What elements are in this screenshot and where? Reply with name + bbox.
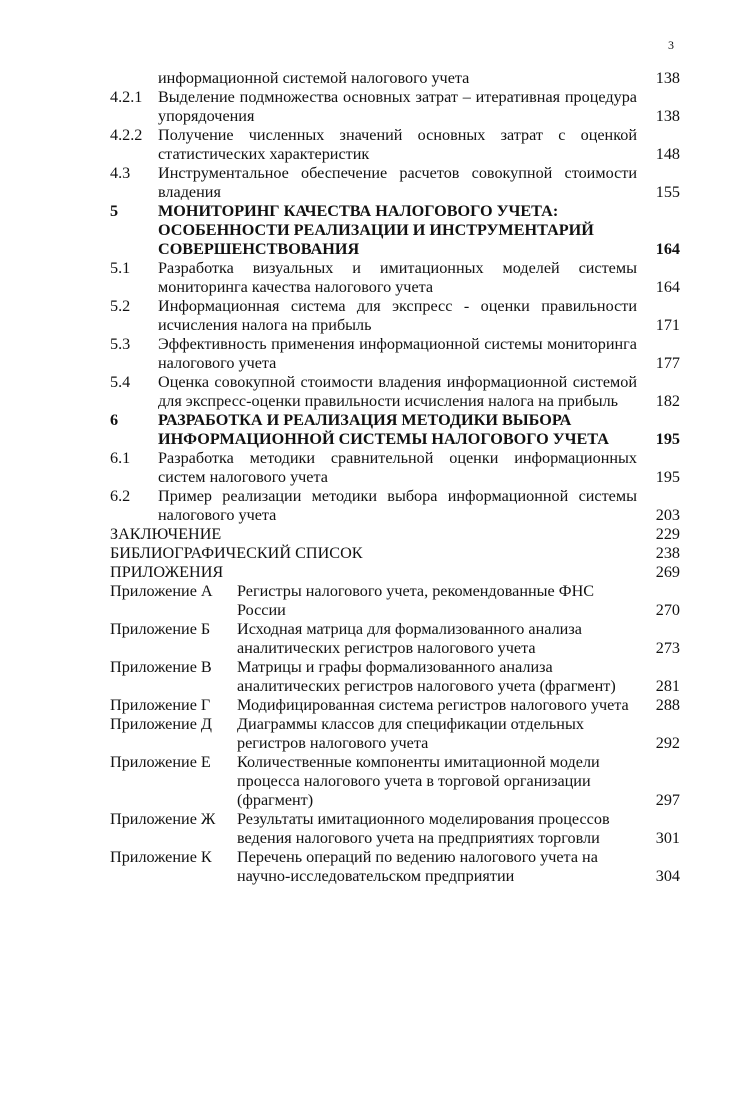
toc-entry-title: Выделение подмножества основных затрат – итеративная процедура упорядочения [158, 88, 637, 125]
toc-entry-page: 155 [655, 183, 680, 201]
toc-entry-title: Пример реализации методики выбора информационной системы налогового учета [158, 487, 637, 524]
toc-appendix [110, 715, 680, 753]
toc-chapter-title: РАЗРАБОТКА И РЕАЛИЗАЦИЯ МЕТОДИКИ ВЫБОРА ИНФОРМАЦИОННОЙ СИСТЕМЫ НАЛОГОВОГО УЧЕТА [158, 411, 609, 448]
toc-entry-title: Разработка визуальных и имитационных моделей системы мониторинга качества налогового учета [158, 259, 637, 296]
toc-chapter-number: 6 [110, 411, 119, 429]
toc-entry [110, 335, 680, 373]
toc-entry-page: 138 [655, 107, 680, 125]
toc-chapter-page: 164 [655, 240, 680, 258]
toc-section-page: 238 [655, 544, 680, 562]
toc-section-page: 229 [655, 525, 680, 543]
toc-appendix [110, 620, 680, 658]
toc-entry [110, 164, 680, 202]
appendix-label: Приложение Д [110, 715, 212, 733]
toc-section-title: БИБЛИОГРАФИЧЕСКИЙ СПИСОК [110, 544, 363, 562]
toc-entry [110, 373, 680, 411]
appendix-title: Регистры налогового учета, рекомендованные ФНС России [237, 582, 595, 619]
appendix-page: 281 [655, 677, 680, 695]
appendix-label: Приложение Е [110, 753, 211, 771]
toc-entry-number: 4.3 [110, 164, 131, 182]
toc-section-title: ПРИЛОЖЕНИЯ [110, 563, 224, 581]
appendix-label: Приложение А [110, 582, 213, 600]
toc-entry-number: 6.2 [110, 487, 131, 505]
toc-entry-page: 171 [655, 316, 680, 334]
appendix-page: 292 [655, 734, 680, 752]
toc-entry-title: Эффективность применения информационной системы мониторинга налогового учета [158, 335, 637, 372]
appendix-title: Модифицированная система регистров налогового учета [237, 696, 629, 714]
appendix-page: 297 [655, 791, 680, 809]
toc-chapter-title: МОНИТОРИНГ КАЧЕСТВА НАЛОГОВОГО УЧЕТА: ОСОБЕННОСТИ РЕАЛИЗАЦИИ И ИНСТРУМЕНТАРИЙ СОВЕРШЕНСТВОВАНИЯ [158, 202, 594, 258]
toc-entry-number: 6.1 [110, 449, 131, 467]
appendix-page: 270 [655, 601, 680, 619]
page-number: 3 [668, 38, 674, 52]
toc-entry-page: 182 [655, 392, 680, 410]
toc-entry-number: 5.2 [110, 297, 131, 315]
appendix-title: Матрицы и графы формализованного анализа аналитических регистров налогового учета (фрагмент) [237, 658, 616, 695]
toc-entry-number: 5.1 [110, 259, 131, 277]
toc-entry-title: Разработка методики сравнительной оценки информационных систем налогового учета [158, 449, 637, 486]
toc-chapter [110, 202, 680, 259]
toc-appendix [110, 696, 680, 715]
toc-entry-title: Получение численных значений основных затрат с оценкой статистических характеристик [158, 126, 637, 163]
toc-entry-title: Информационная система для экспресс - оценки правильности исчисления налога на прибыль [158, 297, 637, 334]
appendix-title: Диаграммы классов для спецификации отдельных регистров налогового учета [237, 715, 584, 752]
appendix-title: Результаты имитационного моделирования процессов ведения налогового учета на предприятиях торговли [237, 810, 610, 847]
appendix-page: 273 [655, 639, 680, 657]
toc-chapter [110, 411, 680, 449]
toc-section [110, 544, 680, 563]
toc-appendix [110, 658, 680, 696]
appendix-label: Приложение В [110, 658, 212, 676]
toc-entry-number: 5.4 [110, 373, 131, 391]
toc-entry-page: 177 [655, 354, 680, 372]
toc-entry [110, 487, 680, 525]
appendix-label: Приложение К [110, 848, 212, 866]
toc-chapter-page: 195 [655, 430, 680, 448]
toc-section [110, 563, 680, 582]
toc-entry [110, 259, 680, 297]
toc-entry [110, 297, 680, 335]
toc-appendix [110, 848, 680, 886]
toc-entry [110, 126, 680, 164]
toc-section-page: 269 [655, 563, 680, 581]
toc-section [110, 525, 680, 544]
toc-entry [110, 449, 680, 487]
toc-appendix [110, 582, 680, 620]
toc-chapter-number: 5 [110, 202, 119, 220]
toc-entry-page: 203 [655, 506, 680, 524]
appendix-page: 304 [655, 867, 680, 885]
appendix-label: Приложение Ж [110, 810, 216, 828]
appendix-page: 288 [655, 696, 680, 714]
appendix-label: Приложение Г [110, 696, 211, 714]
toc-entry-number: 4.2.2 [110, 126, 143, 144]
table-of-contents [110, 69, 680, 886]
toc-entry-page: 138 [655, 69, 680, 87]
toc-entry-title: Инструментальное обеспечение расчетов совокупной стоимости владения [158, 164, 637, 201]
toc-appendix [110, 810, 680, 848]
toc-entry-number: 5.3 [110, 335, 131, 353]
toc-entry-page: 148 [655, 145, 680, 163]
toc-appendix [110, 753, 680, 810]
appendix-label: Приложение Б [110, 620, 211, 638]
toc-entry [110, 69, 680, 88]
appendix-title: Количественные компоненты имитационной модели процесса налогового учета в торговой организации (фрагмент) [237, 753, 600, 809]
toc-entry-number: 4.2.1 [110, 88, 143, 106]
toc-section-title: ЗАКЛЮЧЕНИЕ [110, 525, 222, 543]
toc-entry-page: 164 [655, 278, 680, 296]
appendix-title: Исходная матрица для формализованного анализа аналитических регистров налогового учета [237, 620, 582, 657]
appendix-title: Перечень операций по ведению налогового учета на научно-исследовательском предприятии [237, 848, 598, 885]
appendix-page: 301 [655, 829, 680, 847]
toc-entry-title: информационной системой налогового учета [158, 69, 470, 87]
toc-entry-title: Оценка совокупной стоимости владения информационной системой для экспресс-оценки правильности исчисления налога на прибыль [158, 373, 637, 410]
toc-entry [110, 88, 680, 126]
toc-entry-page: 195 [655, 468, 680, 486]
